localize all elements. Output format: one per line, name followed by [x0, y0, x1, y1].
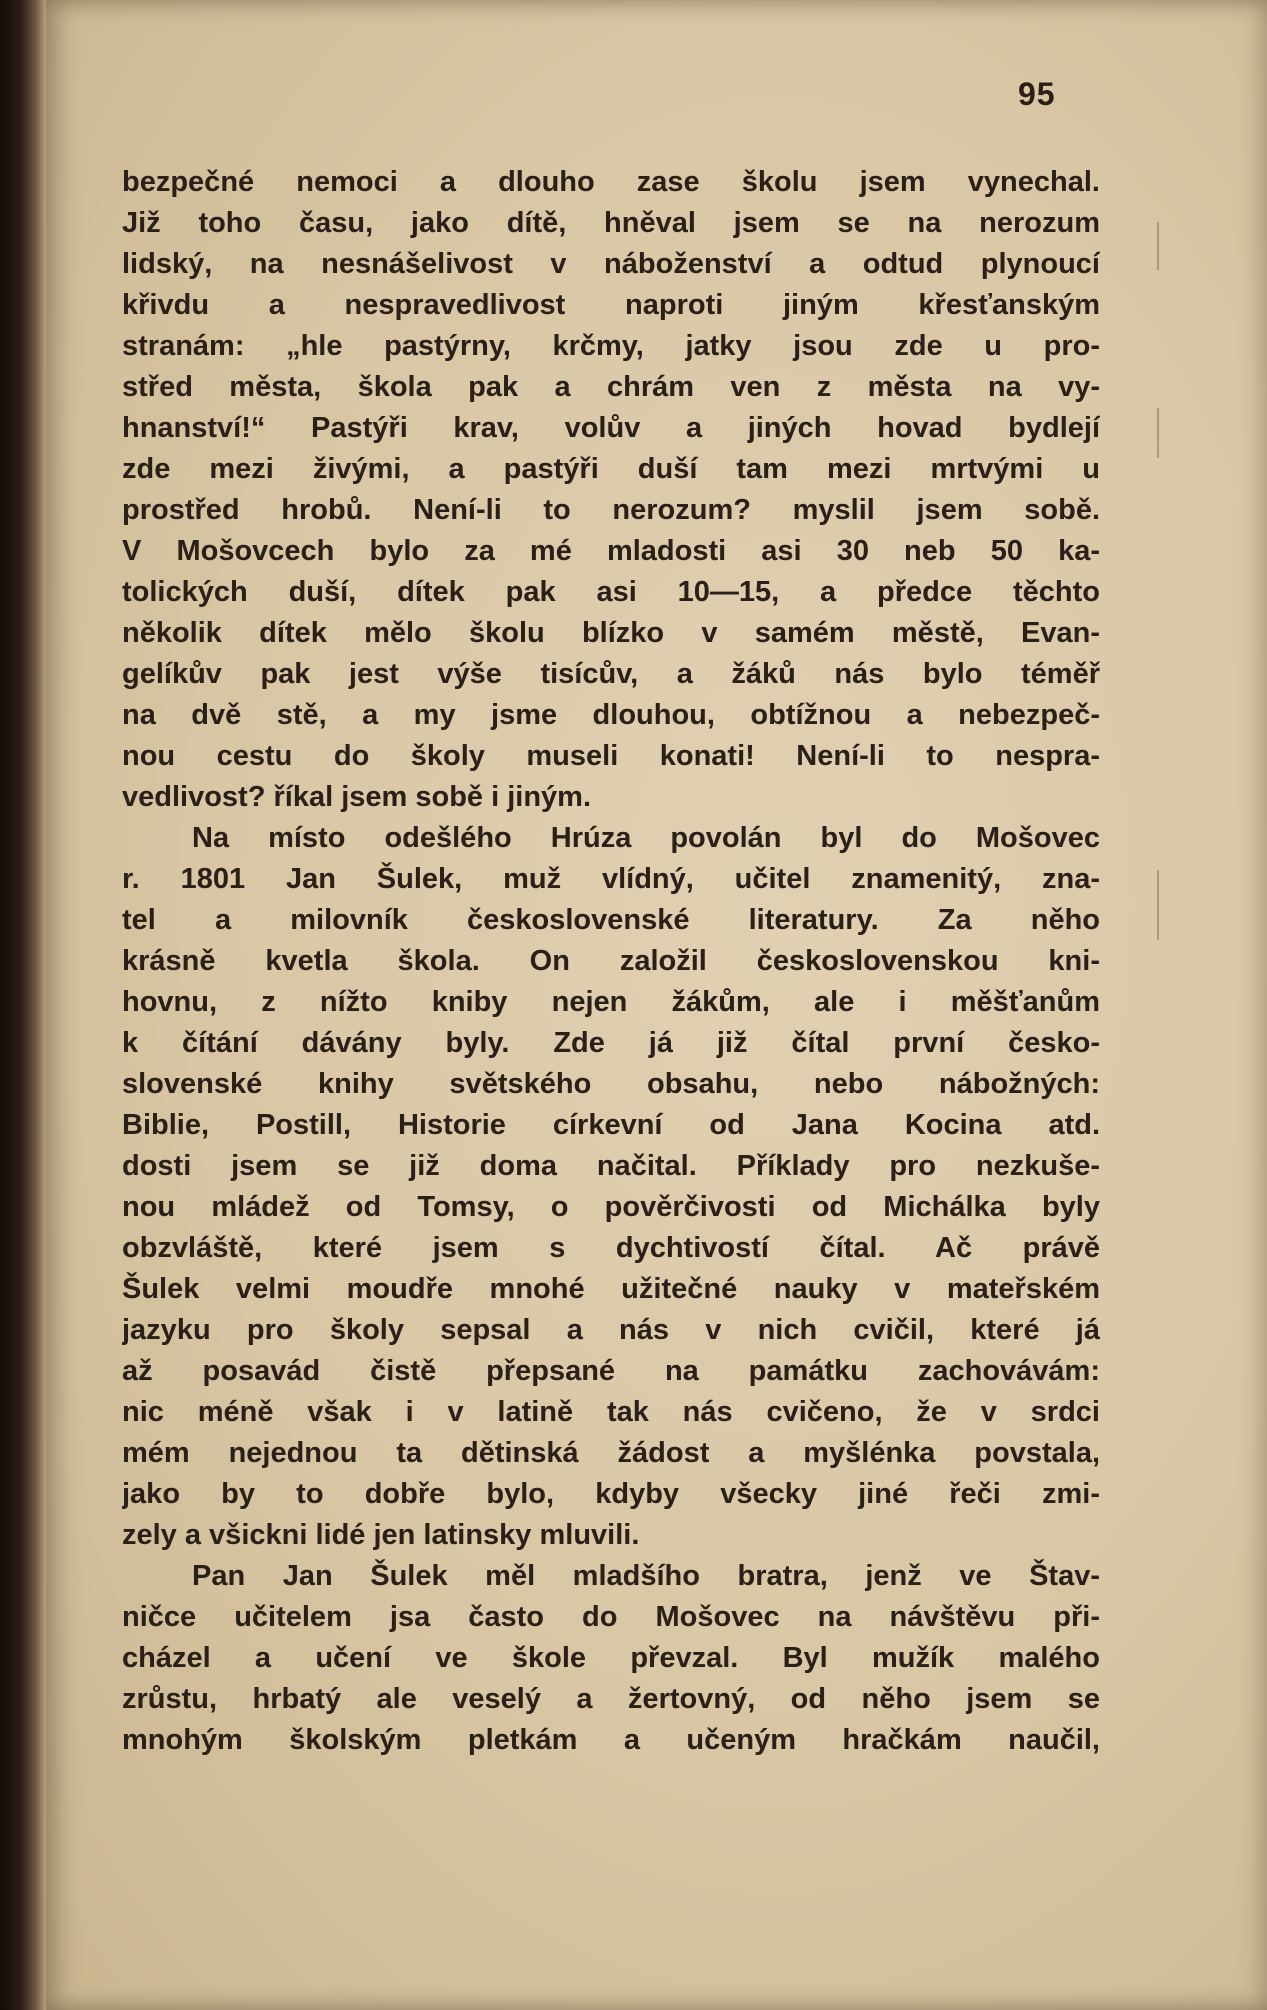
- body-text: [122, 162, 1100, 1761]
- book-page: [46, 0, 1267, 2010]
- text-line: zrůstu, hrbatý ale veselý a žertovný, od něho jsem se: [122, 1683, 1100, 1715]
- margin-mark: [1157, 408, 1159, 458]
- text-line: V Mošovcech bylo za mé mladosti asi 30 neb 50 ka-: [122, 535, 1100, 567]
- text-line: mnohým školským pletkám a učeným hračkám naučil,: [122, 1724, 1100, 1756]
- text-line: na dvě stě, a my jsme dlouhou, obtížnou a nebezpeč-: [122, 699, 1100, 731]
- text-line: jako by to dobře bylo, kdyby všecky jiné řeči zmi-: [122, 1478, 1100, 1510]
- text-line: gelíkův pak jest výše tisícův, a žáků nás bylo téměř: [122, 658, 1100, 690]
- text-line: tel a milovník československé literatury. Za něho: [122, 904, 1100, 936]
- text-line: cházel a učení ve škole převzal. Byl mužík malého: [122, 1642, 1100, 1674]
- page-number: 95: [1018, 76, 1056, 112]
- text-line: zde mezi živými, a pastýři duší tam mezi mrtvými u: [122, 453, 1100, 485]
- margin-mark: [1157, 222, 1159, 270]
- text-line: nou cestu do školy museli konati! Není-li to nespra-: [122, 740, 1100, 772]
- text-line: vedlivost? říkal jsem sobě i jiným.: [122, 781, 592, 813]
- text-line: hnanství!“ Pastýři krav, volův a jiných hovad bydlejí: [122, 412, 1100, 444]
- text-line: až posavád čistě přepsané na památku zachovávám:: [122, 1355, 1100, 1387]
- text-line: dosti jsem se již doma načital. Příklady pro nezkuše-: [122, 1150, 1100, 1182]
- text-line: slovenské knihy světského obsahu, nebo nábožných:: [122, 1068, 1100, 1100]
- text-line: bezpečné nemoci a dlouho zase školu jsem vynechal.: [122, 166, 1100, 198]
- book-binding: [0, 0, 46, 2010]
- text-line: lidský, na nesnášelivost v náboženství a odtud plynoucí: [122, 248, 1100, 280]
- text-line: krásně kvetla škola. On založil československou kni-: [122, 945, 1100, 977]
- text-line: Šulek velmi moudře mnohé užitečné nauky v mateřském: [122, 1273, 1100, 1305]
- text-line: zely a všickni lidé jen latinsky mluvili.: [122, 1519, 640, 1551]
- text-line: k čítání dávány byly. Zde já již čítal první česko-: [122, 1027, 1100, 1059]
- text-line: jazyku pro školy sepsal a nás v nich cvičil, které já: [122, 1314, 1100, 1346]
- text-line: hovnu, z nížto kniby nejen žákům, ale i měšťanům: [122, 986, 1100, 1018]
- text-line: nou mládež od Tomsy, o pověrčivosti od Michálka byly: [122, 1191, 1100, 1223]
- text-line: křivdu a nespravedlivost naproti jiným křesťanským: [122, 289, 1100, 321]
- text-line: Pan Jan Šulek měl mladšího bratra, jenž ve Štav-: [192, 1560, 1100, 1592]
- text-line: Na místo odešlého Hrúza povolán byl do Mošovec: [192, 822, 1100, 854]
- margin-mark: [1157, 870, 1159, 940]
- text-line: prostřed hrobů. Není-li to nerozum? myslil jsem sobě.: [122, 494, 1100, 526]
- text-line: r. 1801 Jan Šulek, muž vlídný, učitel znamenitý, zna-: [122, 863, 1100, 895]
- text-line: několik dítek mělo školu blízko v samém městě, Evan-: [122, 617, 1100, 649]
- text-line: mém nejednou ta dětinská žádost a myšlénka povstala,: [122, 1437, 1100, 1469]
- text-line: ničce učitelem jsa často do Mošovec na návštěvu při-: [122, 1601, 1100, 1633]
- text-line: Biblie, Postill, Historie církevní od Jana Kocina atd.: [122, 1109, 1100, 1141]
- text-line: střed města, škola pak a chrám ven z města na vy-: [122, 371, 1100, 403]
- text-line: tolických duší, dítek pak asi 10—15, a předce těchto: [122, 576, 1100, 608]
- text-line: nic méně však i v latině tak nás cvičeno, že v srdci: [122, 1396, 1100, 1428]
- text-line: stranám: „hle pastýrny, krčmy, jatky jsou zde u pro-: [122, 330, 1100, 362]
- text-line: obzvláště, které jsem s dychtivostí čítal. Ač právě: [122, 1232, 1100, 1264]
- text-line: Již toho času, jako dítě, hněval jsem se na nerozum: [122, 207, 1100, 239]
